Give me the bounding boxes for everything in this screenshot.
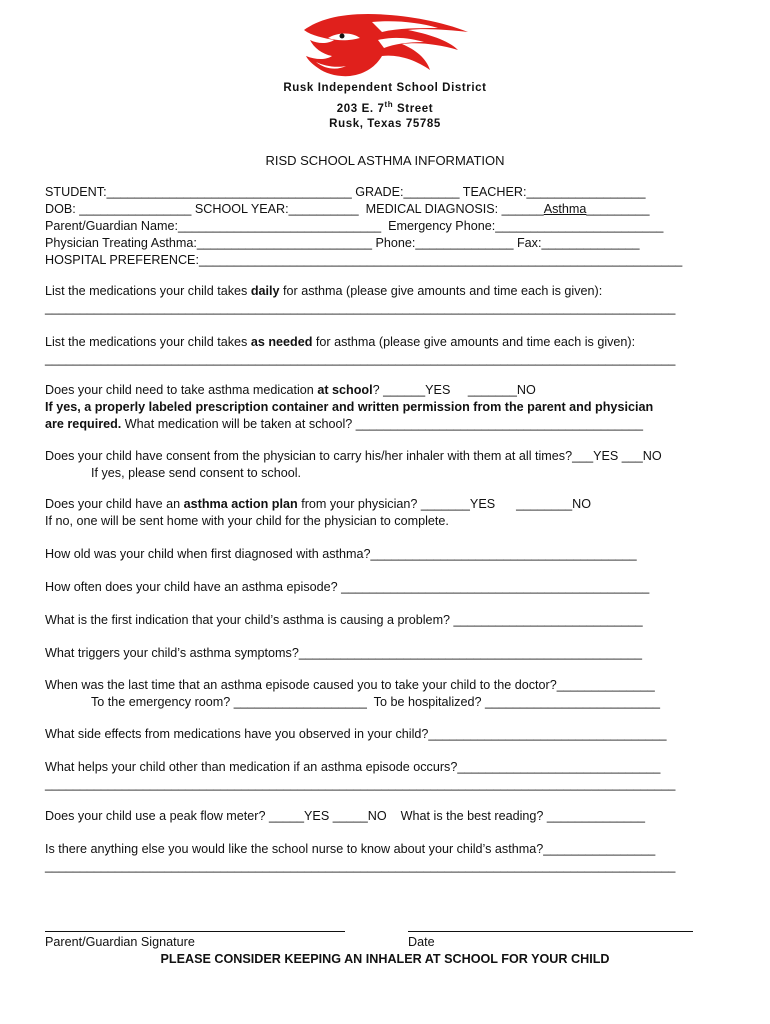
diagnosis-value: Asthma	[543, 202, 587, 216]
needed-question: List the medications your child takes as needed for asthma (please give amounts and time each is given):	[45, 335, 636, 349]
school-question[interactable]: Does your child need to take asthma medication at school? ______YES _______NO	[45, 383, 536, 397]
school-requirement: If yes, a properly labeled prescription container and written permission from the parent and physician	[45, 400, 654, 414]
student-field[interactable]: STUDENT:___________________________________ GRADE:________ TEACHER:_________________	[45, 185, 646, 199]
else-answer-line[interactable]: __________________________________________________________________________________________	[45, 859, 676, 873]
needed-answer-line[interactable]: __________________________________________________________________________________________	[45, 352, 676, 366]
district-name: Rusk Independent School District	[283, 82, 487, 94]
daily-question: List the medications your child takes daily for asthma (please give amounts and time each is given):	[45, 284, 603, 298]
district-city: Rusk, Texas 75785	[329, 118, 441, 130]
guardian-signature-label: Parent/Guardian Signature	[45, 935, 195, 949]
helps-answer-line[interactable]: __________________________________________________________________________________________	[45, 777, 676, 791]
plan-note: If no, one will be sent home with your child for the physician to complete.	[45, 514, 449, 528]
hospital-field[interactable]: HOSPITAL PREFERENCE:_____________________________________________________________________	[45, 253, 683, 267]
er-question[interactable]: To the emergency room? ___________________ To be hospitalized? _________________________	[91, 695, 661, 709]
inhaler-question[interactable]: Does your child have consent from the physician to carry his/her inhaler with them at all times?___YES ___NO	[45, 449, 662, 463]
plan-question[interactable]: Does your child have an asthma action plan from your physician? _______YES ________NO	[45, 497, 592, 511]
doctor-question[interactable]: When was the last time that an asthma episode caused you to take your child to the doctor?______________	[45, 678, 655, 692]
date-label: Date	[408, 935, 435, 949]
physician-field[interactable]: Physician Treating Asthma:_________________________ Phone:______________ Fax:______________	[45, 236, 640, 250]
eagle-logo-icon	[298, 10, 474, 82]
form-title: RISD SCHOOL ASTHMA INFORMATION	[265, 153, 505, 168]
peak-flow-question[interactable]: Does your child use a peak flow meter? _____YES _____NO What is the best reading? ______________	[45, 809, 645, 823]
else-question[interactable]: Is there anything else you would like the school nurse to know about your child’s asthma?________________	[45, 842, 656, 856]
daily-answer-line[interactable]: __________________________________________________________________________________________	[45, 301, 676, 315]
school-medication-field[interactable]: are required. What medication will be taken at school? _________________________________________	[45, 417, 643, 431]
age-question[interactable]: How old was your child when first diagnosed with asthma?______________________________________	[45, 547, 637, 561]
footer-notice: PLEASE CONSIDER KEEPING AN INHALER AT SCHOOL FOR YOUR CHILD	[160, 952, 610, 966]
date-line[interactable]	[408, 931, 693, 932]
guardian-field[interactable]: Parent/Guardian Name:_____________________________ Emergency Phone:________________________	[45, 219, 664, 233]
dob-field[interactable]: DOB: ________________ SCHOOL YEAR:__________ MEDICAL DIAGNOSIS: ______Asthma_________	[45, 202, 650, 216]
guardian-signature-line[interactable]	[45, 931, 345, 932]
helps-question[interactable]: What helps your child other than medication if an asthma episode occurs?_____________________________	[45, 760, 661, 774]
district-street: 203 E. 7th Street	[336, 100, 434, 115]
inhaler-note: If yes, please send consent to school.	[91, 466, 302, 480]
indication-question[interactable]: What is the first indication that your child’s asthma is causing a problem? ___________________________	[45, 613, 643, 627]
often-question[interactable]: How often does your child have an asthma episode? ____________________________________________	[45, 580, 650, 594]
triggers-question[interactable]: What triggers your child’s asthma symptoms?_________________________________________________	[45, 646, 643, 660]
side-effects-question[interactable]: What side effects from medications have you observed in your child?__________________________________	[45, 727, 667, 741]
